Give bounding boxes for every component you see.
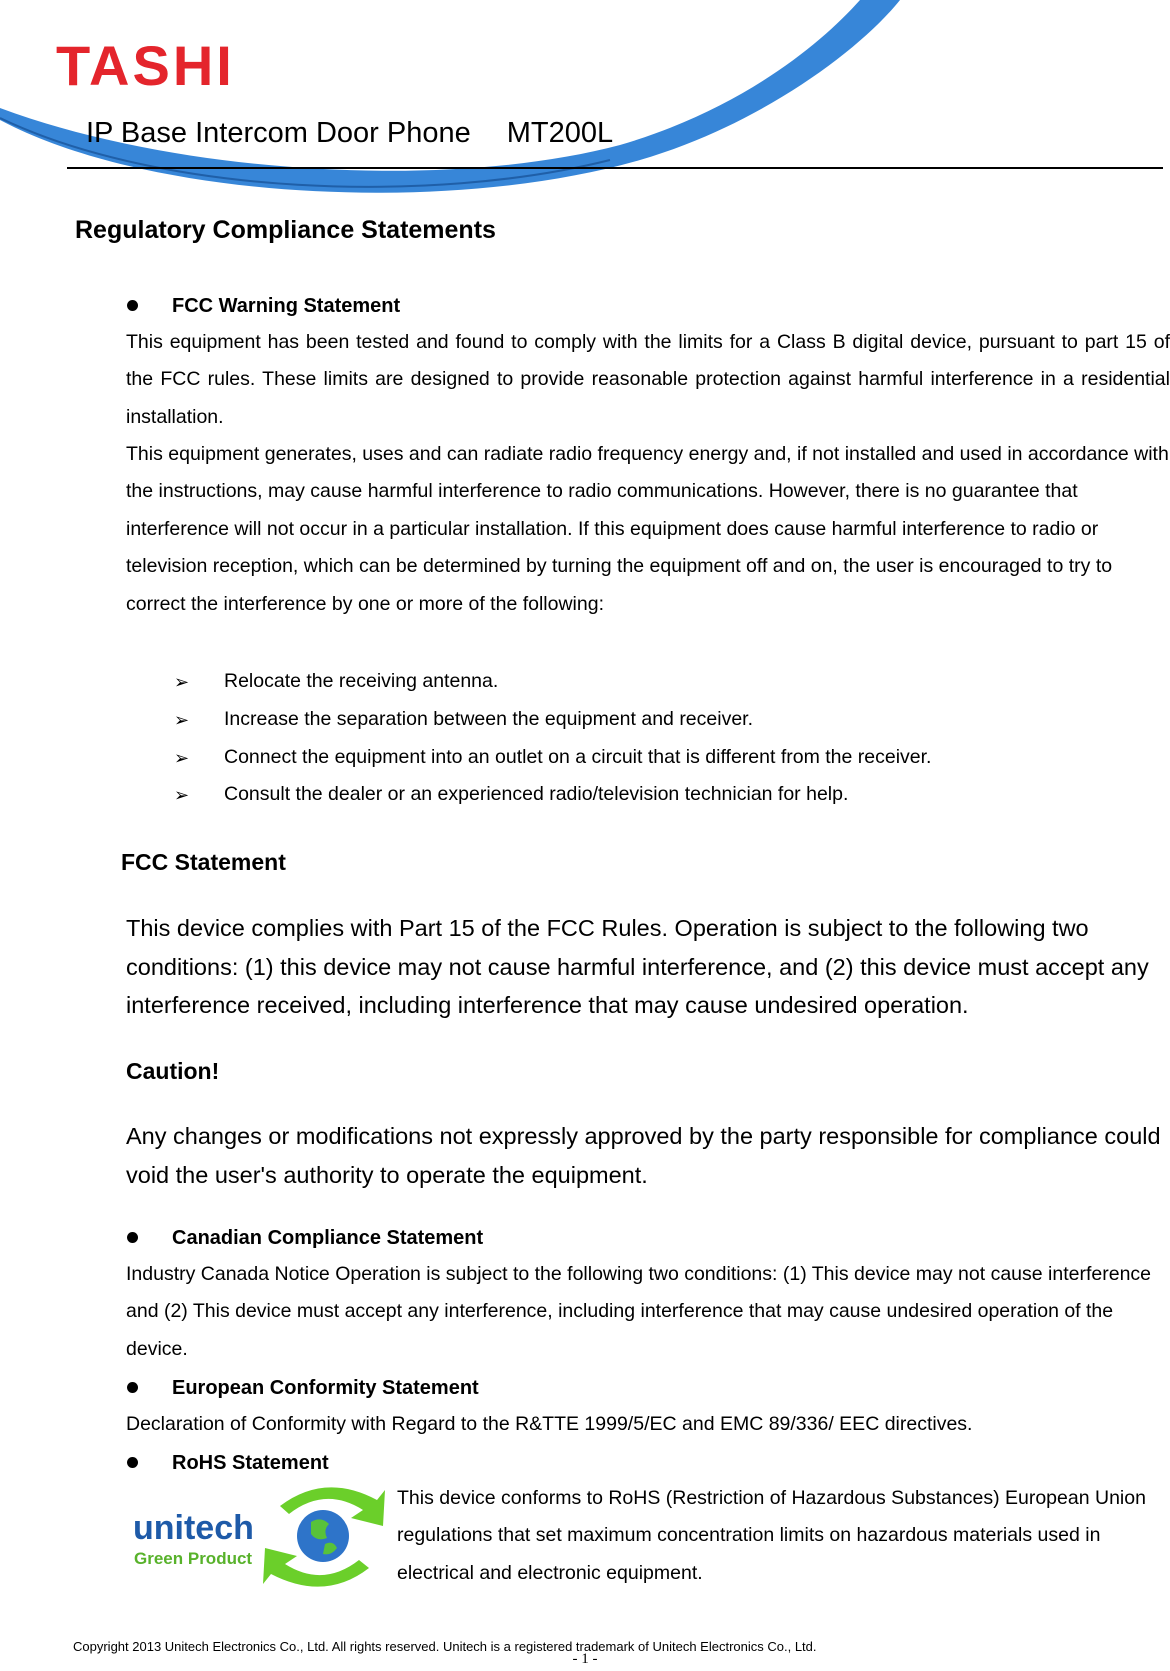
arrow-bullet-icon: ➢ [174,710,190,730]
header-swoosh [0,0,1170,210]
product-name: IP Base Intercom Door Phone [86,117,471,149]
fcc-statement-body: This device complies with Part 15 of the FCC Rules. Operation is subject to the following two conditions: (1) this device may not cause harmful interference, and (2) this device must accept any interference received, including interference that may cause undesired operation. [126,915,1149,1018]
copyright-footer: Copyright 2013 Unitech Electronics Co., Ltd. All rights reserved. Unitech is a registered trademark of Unitech Electronics Co., Ltd. [73,1639,817,1654]
european-body: Declaration of Conformity with Regard to the R&TTE 1999/5/EC and EMC 89/336/ EEC directives. [126,1413,973,1435]
bullet-dot [127,1382,138,1393]
arrow-bullet-icon: ➢ [174,672,190,692]
fcc-statement-title: FCC Statement [121,849,286,875]
bullet-dot [127,1232,138,1243]
unitech-wordmark: unitech [133,1509,254,1547]
fcc-warning-title: FCC Warning Statement [172,295,401,317]
measure-item: Consult the dealer or an experienced radio/television technician for help. [224,783,849,805]
page-number: - 1 - [572,1651,598,1667]
european-title: European Conformity Statement [172,1377,479,1399]
rohs-body: This device conforms to RoHS (Restriction of Hazardous Substances) European Union regulations that set maximum concentration limits on hazardous materials used in electrical and electronic equipment. [397,1487,1146,1584]
bullet-dot [127,300,138,311]
arrow-bullet-icon: ➢ [174,785,190,805]
canadian-title: Canadian Compliance Statement [172,1227,484,1249]
canadian-body: Industry Canada Notice Operation is subject to the following two conditions: (1) This device may not cause interference and (2) This device must accept any interference, including interference that may cause undesired operation of the device. [126,1263,1152,1360]
fcc-warning-para-1: This equipment has been tested and found to comply with the limits for a Class B digital device, pursuant to part 15 of the FCC rules. These limits are designed to provide reasonable protection against harmful interference in a residential installation. [126,331,1170,428]
rohs-title: RoHS Statement [172,1452,329,1474]
green-product-label: Green Product [134,1549,253,1568]
measure-item: Connect the equipment into an outlet on a circuit that is different from the receiver. [224,746,932,768]
model-number: MT200L [506,117,614,149]
bullet-dot [127,1457,138,1468]
fcc-warning-para-2: This equipment generates, uses and can radiate radio frequency energy and, if not installed and used in accordance with the instructions, may cause harmful interference to radio communications. However, there is no guarantee that interference will not occur in a particular installation. If this equipment does cause harmful interference to radio or television reception, which can be determined by turning the equipment off and on, the user is encouraged to try to correct the interference by one or more of the following: [126,443,1169,615]
unitech-green-logo [125,1478,385,1596]
caution-body: Any changes or modifications not expressly approved by the party responsible for compliance could void the user's authority to operate the equipment. [126,1123,1161,1188]
measure-item: Relocate the receiving antenna. [224,670,499,692]
page-heading: Regulatory Compliance Statements [75,216,496,244]
tashi-logo: TASHI [56,34,235,97]
header-rule [67,167,1163,169]
arrow-bullet-icon: ➢ [174,748,190,768]
document-title [86,119,613,148]
caution-title: Caution! [126,1058,220,1084]
measure-item: Increase the separation between the equipment and receiver. [224,708,754,730]
